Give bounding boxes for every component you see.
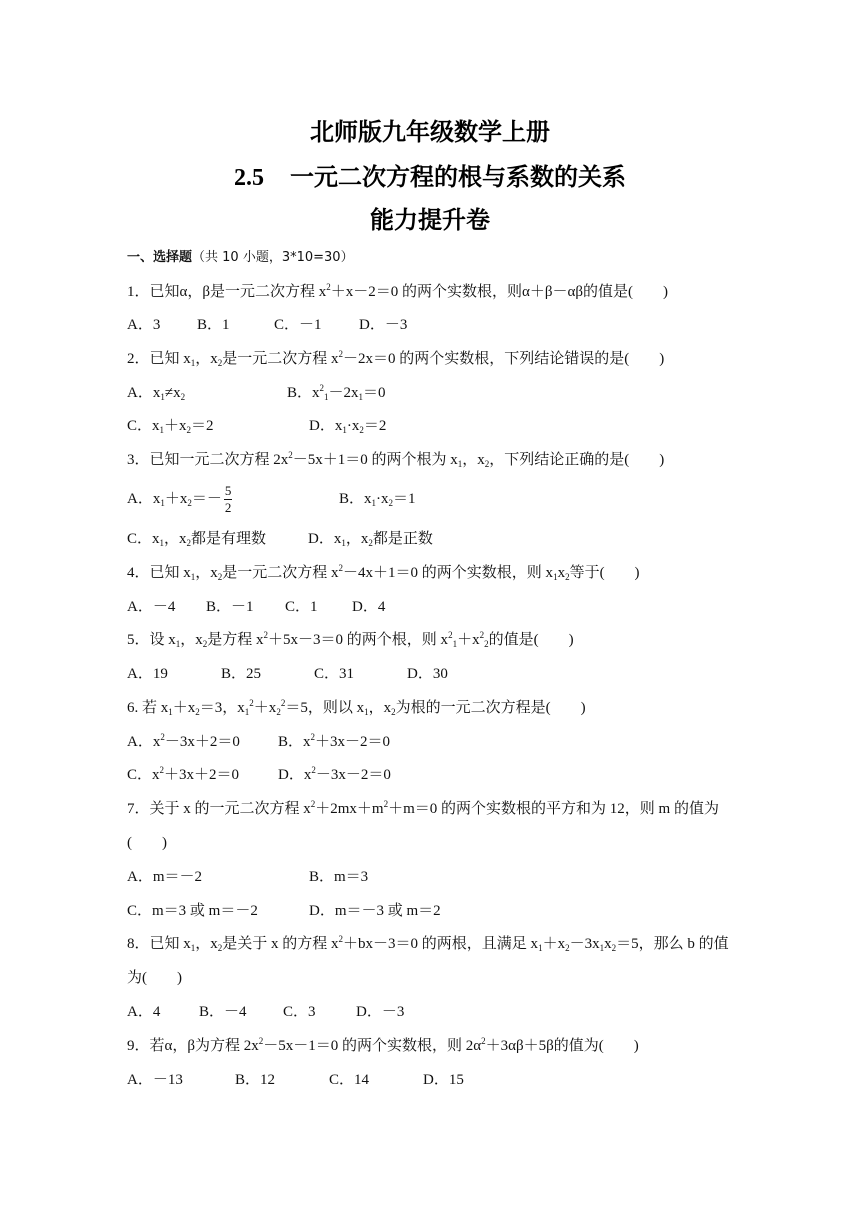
subscript: 2 [195, 707, 200, 717]
subscript: 1 [160, 498, 165, 508]
text-fragment: 3．已知一元二次方程 2x [127, 452, 289, 468]
superscript: 2 [479, 630, 485, 640]
option-b [287, 383, 386, 403]
subscript: 1 [159, 538, 165, 548]
subscript: 2 [391, 707, 396, 717]
exam-title: 能力提升卷 [370, 206, 490, 234]
question-8-stem [127, 934, 729, 954]
subscript: 1 [599, 943, 605, 953]
text-fragment: －3x－2＝0 [315, 767, 391, 783]
text-fragment: ＋3x＋2＝0 [164, 767, 240, 783]
subscript: 1 [341, 538, 346, 548]
question-1-stem [127, 282, 668, 302]
subscript: 2 [359, 425, 364, 435]
question-2-options-row2 [127, 416, 386, 436]
subscript: 1 [175, 639, 181, 649]
lesson-title [0, 157, 860, 192]
text-fragment: 6. 若 x [127, 700, 169, 716]
option-c [127, 416, 309, 436]
text-fragment: x [604, 936, 612, 952]
option-d: D．－3 [356, 1004, 405, 1020]
text-fragment: 4．已知 x [127, 565, 191, 581]
text-fragment: 5 [224, 483, 232, 499]
subscript: 1 [553, 572, 558, 582]
text-fragment: ＋5x－3＝0 的两个根，则 x [268, 632, 449, 648]
subscript: 2 [186, 538, 192, 548]
text-fragment: －2x [328, 385, 359, 401]
option-c [127, 529, 308, 549]
option-a [127, 383, 287, 403]
question-8-stem-line2: 为( ) [127, 970, 182, 986]
option-b: B．－1 [206, 599, 254, 615]
option-b: B．－4 [199, 1004, 247, 1020]
subscript: 2 [217, 943, 223, 953]
question-6-options-row1 [127, 732, 390, 752]
text-fragment: ，下列结论正确的是( ) [489, 452, 665, 468]
question-7-stem [127, 799, 719, 819]
text-fragment: ＋x－2＝0 的两个实数根，则α＋β－αβ的值是( ) [330, 284, 668, 300]
option-a: A．m＝－2 [127, 869, 203, 885]
text-fragment: C．x [127, 531, 160, 547]
subscript: 1 [159, 425, 165, 435]
question-2-options-row1 [127, 383, 386, 403]
superscript: 2 [383, 799, 389, 809]
text-fragment: ，x [195, 351, 218, 367]
section-heading [127, 248, 354, 268]
question-7-options-row1 [127, 867, 368, 887]
text-fragment: C．x [127, 418, 160, 434]
section-note: （共 10 小题，3*10=30） [192, 250, 354, 265]
text-fragment: 7．关于 x 的一元二次方程 x [127, 801, 311, 817]
option-b [339, 483, 416, 515]
text-fragment: B．x [278, 734, 311, 750]
question-6-stem [127, 698, 586, 718]
text-fragment: －5x＋1＝0 的两个根为 x [292, 452, 458, 468]
subscript: 2 [202, 639, 208, 649]
section-title: 一、选择题 [127, 250, 193, 265]
text-fragment: A．x [127, 734, 161, 750]
subscript: 1 [457, 459, 463, 469]
text-fragment: D．x [308, 531, 342, 547]
text-fragment: －3x [569, 936, 600, 952]
superscript: 2 [258, 1036, 264, 1046]
text-fragment: 是一元二次方程 x [222, 565, 339, 581]
question-4-stem [127, 563, 640, 583]
subscript: 2 [484, 459, 490, 469]
superscript: 2 [310, 732, 316, 742]
text-fragment: ·x [376, 491, 389, 507]
text-fragment: ＋x [164, 418, 187, 434]
subscript: 2 [187, 498, 192, 508]
text-fragment: ＋2mx＋m [315, 801, 384, 817]
text-fragment: 是方程 x [207, 632, 264, 648]
text-fragment: C．x [127, 767, 160, 783]
subscript: 2 [611, 943, 617, 953]
option-c: C．1 [285, 599, 318, 615]
text-fragment: 的值是( ) [488, 632, 574, 648]
superscript: 2 [280, 698, 286, 708]
option-b [278, 732, 390, 752]
option-a: A．－4 [127, 599, 176, 615]
text-fragment: A．x [127, 491, 161, 507]
text-fragment: 5．设 x [127, 632, 176, 648]
option-d: D．15 [423, 1072, 464, 1088]
text-fragment: 2．已知 x [127, 351, 191, 367]
option-d [309, 416, 386, 436]
subscript: 2 [186, 425, 192, 435]
question-7-options-row2 [127, 901, 441, 921]
option-a: A．4 [127, 1004, 161, 1020]
text-fragment: x [557, 565, 566, 581]
option-c: C．m＝3 或 m＝－2 [127, 903, 258, 919]
question-3-options-row2 [127, 529, 433, 549]
text-fragment: ＋x [253, 700, 277, 716]
option-c [127, 765, 278, 785]
subscript: 1 [244, 707, 250, 717]
text-fragment: ＋3αβ＋5β的值为( ) [485, 1038, 639, 1054]
lesson-name: 一元二次方程的根与系数的关系 [290, 163, 626, 191]
superscript: 2 [159, 765, 165, 775]
text-fragment: 1．已知α，β是一元二次方程 x [127, 284, 327, 300]
superscript: 2 [310, 799, 316, 809]
text-fragment: A．x [127, 385, 161, 401]
text-fragment: ，x [195, 936, 218, 952]
question-9-options [127, 1070, 464, 1090]
text-fragment: －3x＋2＝0 [164, 734, 240, 750]
question-4-options [127, 597, 385, 617]
lesson-number: 2.5 [234, 165, 264, 191]
subscript: 2 [276, 707, 281, 717]
superscript: 2 [448, 630, 453, 640]
text-fragment: －5x－1＝0 的两个实数根，则 2α [263, 1038, 482, 1054]
text-fragment: ＝5，则以 x [285, 700, 365, 716]
text-fragment: ，x [195, 565, 218, 581]
question-7-stem-line2: ( ) [127, 835, 167, 851]
text-fragment: －2x＝0 的两个实数根，下列结论错误的是( ) [343, 351, 665, 367]
text-fragment: ＝2 [363, 418, 387, 434]
text-fragment: B．x [287, 385, 320, 401]
subscript: 1 [190, 572, 196, 582]
document-title: 北师版九年级数学上册 [310, 118, 550, 146]
text-fragment: 都是正数 [372, 531, 433, 547]
subscript: 1 [342, 425, 347, 435]
text-fragment: 是一元二次方程 x [222, 351, 339, 367]
text-fragment: －4x＋1＝0 的两个实数根，则 x [343, 565, 554, 581]
subscript: 2 [484, 639, 489, 649]
question-5-options [127, 664, 448, 684]
subscript: 1 [168, 707, 173, 717]
superscript: 2 [288, 450, 293, 460]
text-fragment: ＋3x－2＝0 [315, 734, 391, 750]
fraction [224, 483, 233, 516]
question-5-stem [127, 630, 574, 650]
option-d [308, 529, 433, 549]
text-fragment: ≠x [164, 385, 181, 401]
option-c: C．14 [329, 1072, 370, 1088]
subscript: 1 [538, 943, 543, 953]
text-fragment: ，x [180, 632, 203, 648]
option-b: B．25 [221, 666, 262, 682]
superscript: 2 [311, 765, 316, 775]
option-b: B．12 [235, 1072, 276, 1088]
text-fragment: 为根的一元二次方程是( ) [395, 700, 586, 716]
option-c: C．3 [283, 1004, 316, 1020]
text-fragment: 是关于 x 的方程 x [222, 936, 339, 952]
text-fragment: ＝5，那么 b 的值 [616, 936, 729, 952]
text-fragment: 8．已知 x [127, 936, 191, 952]
text-fragment: 都是有理数 [191, 531, 267, 547]
subscript: 1 [190, 358, 196, 368]
subscript: 1 [364, 707, 369, 717]
text-fragment: ＝0 [363, 385, 386, 401]
subscript: 1 [358, 392, 364, 402]
superscript: 2 [263, 630, 269, 640]
option-d: D．30 [407, 666, 448, 682]
question-3-stem [127, 450, 664, 470]
question-6-options-row2 [127, 765, 391, 785]
superscript: 2 [319, 383, 325, 393]
option-a [127, 732, 278, 752]
text-fragment: ·x [346, 418, 360, 434]
superscript: 2 [326, 282, 331, 292]
text-fragment: 等于( ) [569, 565, 640, 581]
option-a: A．3 [127, 317, 161, 333]
text-fragment: ，x [345, 531, 369, 547]
text-fragment: D．x [278, 767, 312, 783]
question-3-options-row1 [127, 483, 416, 516]
option-a: A．19 [127, 666, 168, 682]
option-b: B．m＝3 [309, 869, 369, 885]
text-fragment: ＋x [457, 632, 480, 648]
superscript: 2 [249, 698, 254, 708]
subscript: 2 [368, 538, 373, 548]
text-fragment: ，x [462, 452, 485, 468]
text-fragment: B．x [339, 491, 372, 507]
text-fragment: ＝－ [191, 491, 222, 507]
question-9-stem [127, 1036, 639, 1056]
option-b: B．1 [197, 317, 230, 333]
text-fragment: ＋bx－3＝0 的两根，且满足 x [343, 936, 539, 952]
option-d [278, 765, 391, 785]
text-fragment: ，x [164, 531, 187, 547]
subscript: 2 [180, 392, 186, 402]
text-fragment: ＝2 [191, 418, 214, 434]
text-fragment: ＝1 [393, 491, 416, 507]
text-fragment: 2 [224, 500, 232, 516]
subscript: 1 [371, 498, 377, 508]
option-a: A．－13 [127, 1072, 183, 1088]
subscript: 1 [324, 392, 329, 402]
text-fragment: ＋m＝0 的两个实数根的平方和为 12，则 m 的值为 [388, 801, 719, 817]
superscript: 2 [338, 563, 344, 573]
text-fragment: ＝3，x [199, 700, 245, 716]
option-c: C．－1 [274, 317, 322, 333]
subscript: 2 [565, 943, 570, 953]
subscript: 1 [190, 943, 196, 953]
subscript: 2 [388, 498, 394, 508]
superscript: 2 [338, 934, 344, 944]
subscript: 1 [452, 639, 458, 649]
subscript: 2 [217, 358, 223, 368]
option-a [127, 483, 339, 516]
question-2-stem [127, 349, 664, 369]
option-d: D．－3 [359, 317, 408, 333]
text-fragment: D．x [309, 418, 343, 434]
option-d: D．m＝－3 或 m＝2 [309, 903, 441, 919]
superscript: 2 [338, 349, 344, 359]
option-d: D．4 [352, 599, 386, 615]
text-fragment: ＋x [172, 700, 196, 716]
text-fragment: 9．若α，β为方程 2x [127, 1038, 259, 1054]
text-fragment: ＋x [164, 491, 188, 507]
subscript: 2 [565, 572, 570, 582]
question-8-options [127, 1002, 404, 1022]
superscript: 2 [160, 732, 165, 742]
question-1-options [127, 315, 407, 335]
text-fragment: ＋x [542, 936, 566, 952]
text-fragment: ，x [368, 700, 392, 716]
option-c: C．31 [314, 666, 355, 682]
subscript: 1 [160, 392, 165, 402]
subscript: 2 [217, 572, 223, 582]
superscript: 2 [481, 1036, 486, 1046]
